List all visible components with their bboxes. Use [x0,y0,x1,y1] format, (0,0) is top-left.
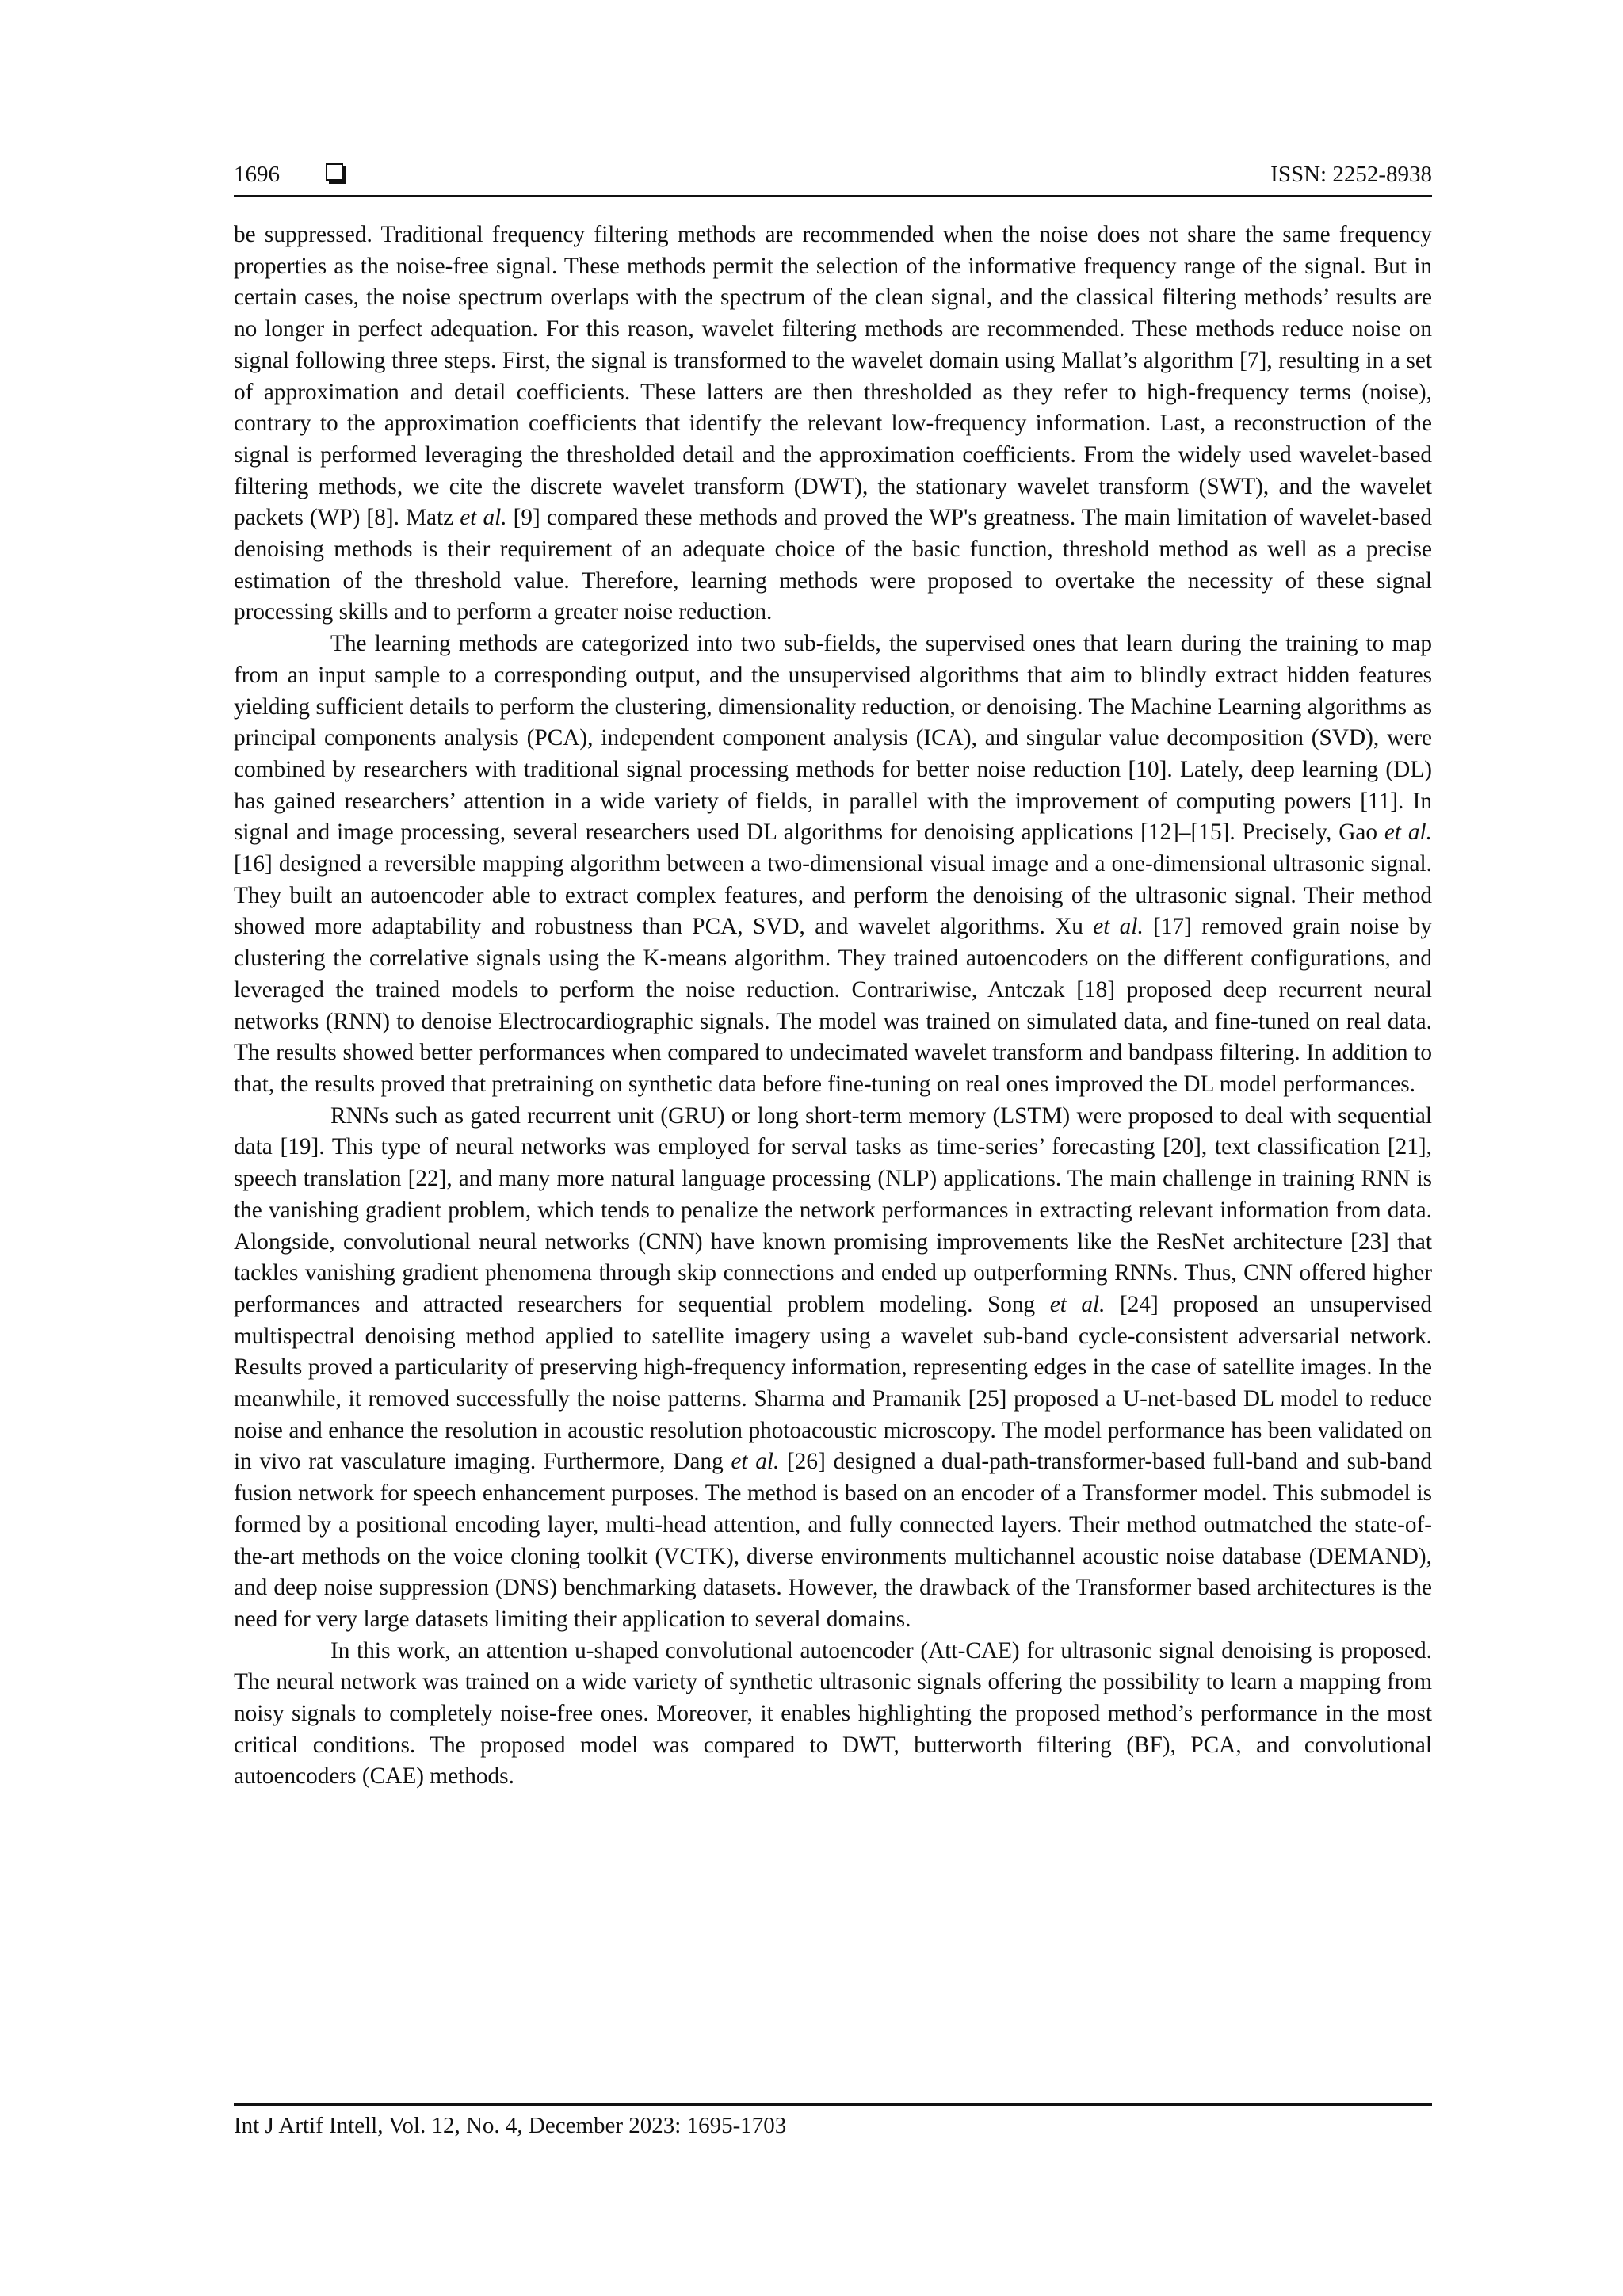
paragraph-text: RNNs such as gated recurrent unit (GRU) or long short-term memory (LSTM) were proposed to deal with sequential data [19]. This type of neural networks was employed for serval tasks as time-series’ forecasting [20], text classification [21], speech translation [22], and many more natural language processing (NLP) applications. The main challenge in training RNN is the vanishing gradient problem, which tends to penalize the network performances in extracting relevant information from data. Alongside, convolutional neural networks (CNN) have known promising improvements like the ResNet architecture [23] that tackles vanishing gradient phenomena through skip connections and ended up outperforming RNNs. Thus, CNN offered higher performances and attracted researchers for sequential problem modeling. Song [234,1102,1432,1317]
paragraph-text: [17] removed grain noise by clustering the correlative signals using the K-means algorithm. They trained autoencoders on the different configurations, and leveraged the trained models to perform the noise reduction. Contrariwise, Antczak [18] proposed deep recurrent neural networks (RNN) to denoise Electrocardiographic signals. The model was trained on simulated data, and fine-tuned on real data. The results showed better performances when compared to undecimated wavelet transform and bandpass filtering. In addition to that, the results proved that pretraining on synthetic data before fine-tuning on real ones improved the DL model performances. [234,914,1432,1097]
italic-text: et al. [1384,819,1432,846]
footer-rule [234,2103,1432,2106]
paragraph-text: [9] compared these methods and proved the WP's greatness. The main limitation of wavelet-based denoising methods is their requirement of an adequate choice of the basic function, threshold method as well as a precise estimation of the threshold value. Therefore, learning methods were proposed to overtake the necessity of these signal processing skills and to perform a greater noise reduction. [234,505,1432,625]
header-rule [234,195,1432,197]
page-header [234,155,1432,193]
italic-text: et al. [1049,1291,1106,1317]
paragraph-text: be suppressed. Traditional frequency filtering methods are recommended when the noise does not share the same frequency properties as the noise-free signal. These methods permit the selection of the informative frequency range of the signal. But in certain cases, the noise spectrum overlaps with the spectrum of the clean signal, and the classical filtering methods’ results are no longer in perfect adequation. For this reason, wavelet filtering methods are recommended. These methods reduce noise on signal following three steps. First, the signal is transformed to the wavelet domain using Mallat’s algorithm [7], resulting in a set of approximation and detail coefficients. These latters are then thresholded as they refer to high-frequency terms (noise), contrary to the approximation coefficients that identify the relevant low-frequency information. Last, a reconstruction of the signal is performed leveraging the thresholded detail and the approximation coefficients. From the widely used wavelet-based filtering methods, we cite the discrete wavelet transform (DWT), the stationary wavelet transform (SWT), and the wavelet packets (WP) [8]. Matz [234,222,1432,531]
body-text [234,220,1432,1793]
paragraph-text: [24] proposed an unsupervised multispectral denoising method applied to satellite imagery using a wavelet sub-band cycle-consistent adversarial network. Results proved a particularity of preserving high-frequency information, representing edges in the case of satellite images. In the meanwhile, it removed successfully the noise patterns. Sharma and Pramanik [25] proposed a U-net-based DL model to reduce noise and enhance the resolution in acoustic resolution photoacoustic microscopy. The model performance has been validated on in vivo rat vasculature imaging. Furthermore, Dang [234,1291,1432,1475]
paragraph [234,1101,1432,1636]
paragraph-text: [16] designed a reversible mapping algorithm between a two-dimensional visual image and a one-dimensional ultrasonic signal. They built an autoencoder able to extract complex features, and perform the denoising of the ultrasonic signal. Their method showed more adaptability and robustness than PCA, SVD, and wavelet algorithms. Xu [234,851,1432,940]
paragraph [234,220,1432,628]
footer-citation: Int J Artif Intell, Vol. 12, No. 4, December 2023: 1695-1703 [234,2113,787,2138]
italic-text: et al. [460,505,507,531]
box-bullet-icon [326,163,343,181]
page-number: 1696 [234,162,280,187]
italic-text: et al. [1093,914,1144,940]
paragraph-text: In this work, an attention u-shaped convolutional autoencoder (Att-CAE) for ultrasonic signal denoising is proposed. The neural network was trained on a wide variety of synthetic ultrasonic signals offering the possibility to learn a mapping from noisy signals to completely noise-free ones. Moreover, it enables highlighting the proposed method’s performance in the most critical conditions. The proposed model was compared to DWT, butterworth filtering (BF), PCA, and convolutional autoencoders (CAE) methods. [234,1637,1432,1790]
paragraph-text: [26] designed a dual-path-transformer-based full-band and sub-band fusion network for speech enhancement purposes. The method is based on an encoder of a Transformer model. This submodel is formed by a positional encoding layer, multi-head attention, and fully connected layers. Their method outmatched the state-of-the-art methods on the voice cloning toolkit (VCTK), diverse environments multichannel acoustic noise database (DEMAND), and deep noise suppression (DNS) benchmarking datasets. However, the drawback of the Transformer based architectures is the need for very large datasets limiting their application to several domains. [234,1449,1432,1632]
paragraph [234,628,1432,1101]
issn-label: ISSN: 2252-8938 [1270,162,1432,187]
paragraph-text: The learning methods are categorized into two sub-fields, the supervised ones that learn during the training to map from an input sample to a corresponding output, and the unsupervised algorithms that aim to blindly extract hidden features yielding sufficient details to perform the clustering, dimensionality reduction, or denoising. The Machine Learning algorithms as principal components analysis (PCA), independent component analysis (ICA), and singular value decomposition (SVD), were combined by researchers with traditional signal processing methods for better noise reduction [10]. Lately, deep learning (DL) has gained researchers’ attention in a wide variety of fields, in parallel with the improvement of computing powers [11]. In signal and image processing, several researchers used DL algorithms for denoising applications [12]–[15]. Precisely, Gao [234,631,1432,846]
italic-text: et al. [731,1449,780,1475]
paragraph [234,1636,1432,1794]
